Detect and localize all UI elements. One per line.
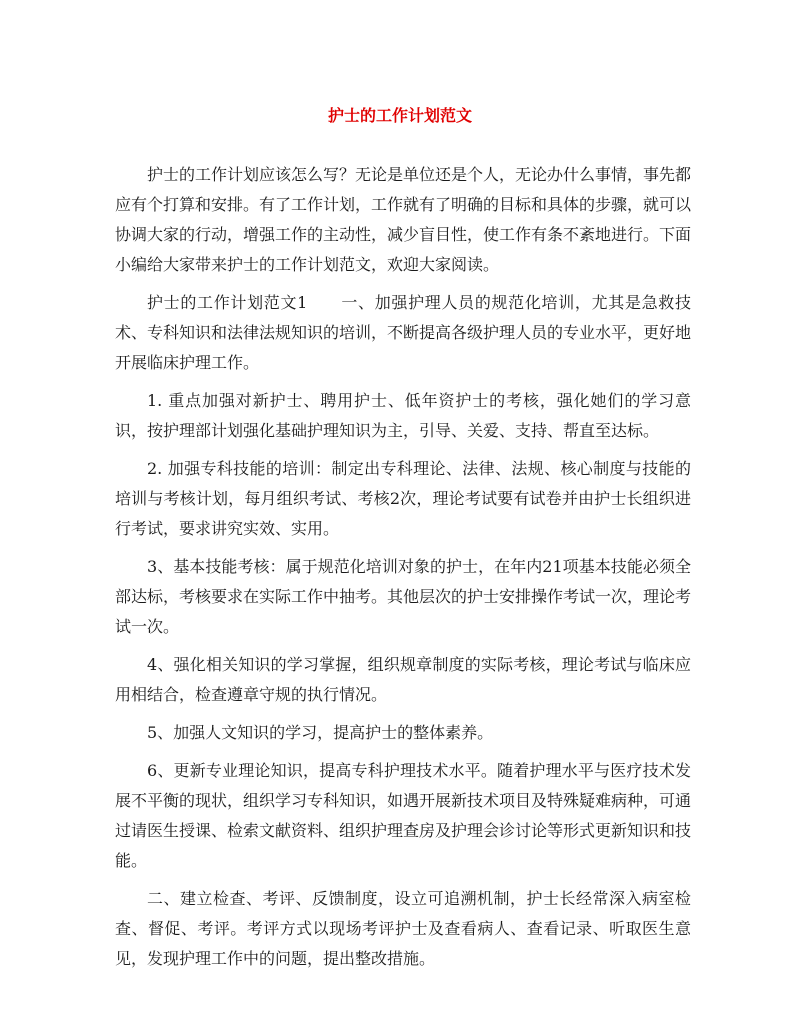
document-body [115, 160, 691, 982]
paragraph-item-4: 4、强化相关知识的学习掌握，组织规章制度的实际考核，理论考试与临床应用相结合，检查遵章守规的执行情况。 [115, 655, 691, 704]
paragraph-section-1: 护士的工作计划范文1 一、加强护理人员的规范化培训，尤其是急救技术、专科知识和法律法规知识的培训，不断提高各级护理人员的专业水平，更好地开展临床护理工作。 [115, 293, 692, 372]
paragraph-item-1: 1. 重点加强对新护士、聘用护士、低年资护士的考核，强化她们的学习意识，按护理部计划强化基础护理知识为主，引导、关爱、支持、帮直至达标。 [115, 391, 691, 440]
paragraph-section-2: 二、建立检查、考评、反馈制度，设立可追溯机制，护士长经常深入病室检查、督促、考评。考评方式以现场考评护士及查看病人、查看记录、听取医生意见，发现护理工作中的问题，提出整改措施。 [115, 889, 691, 968]
paragraph-item-3: 3、基本技能考核：属于规范化培训对象的护士，在年内21项基本技能必须全部达标，考核要求在实际工作中抽考。其他层次的护士安排操作考试一次，理论考试一次。 [115, 557, 692, 636]
paragraph-item-2: 2. 加强专科技能的培训：制定出专科理论、法律、法规、核心制度与技能的培训与考核计划，每月组织考试、考核2次，理论考试要有试卷并由护士长组织进行考试，要求讲究实效、实用。 [115, 459, 691, 538]
paragraph-item-5: 5、加强人文知识的学习，提高护士的整体素养。 [147, 723, 494, 742]
paragraph-intro: 护士的工作计划应该怎么写？无论是单位还是个人，无论办什么事情，事先都应有个打算和安排。有了工作计划，工作就有了明确的目标和具体的步骤，就可以协调大家的行动，增强工作的主动性，减少盲目性，使工作有条不紊地进行。下面小编给大家带来护士的工作计划范文，欢迎大家阅读。 [115, 165, 692, 274]
document-title: 护士的工作计划范文 [327, 106, 472, 125]
paragraph-item-6: 6、更新专业理论知识，提高专科护理技术水平。随着护理水平与医疗技术发展不平衡的现状，组织学习专科知识，如遇开展新技术项目及特殊疑难病种，可通过请医生授课、检索文献资料、组织护理查房及护理会诊讨论等形式更新知识和技能。 [115, 761, 692, 870]
